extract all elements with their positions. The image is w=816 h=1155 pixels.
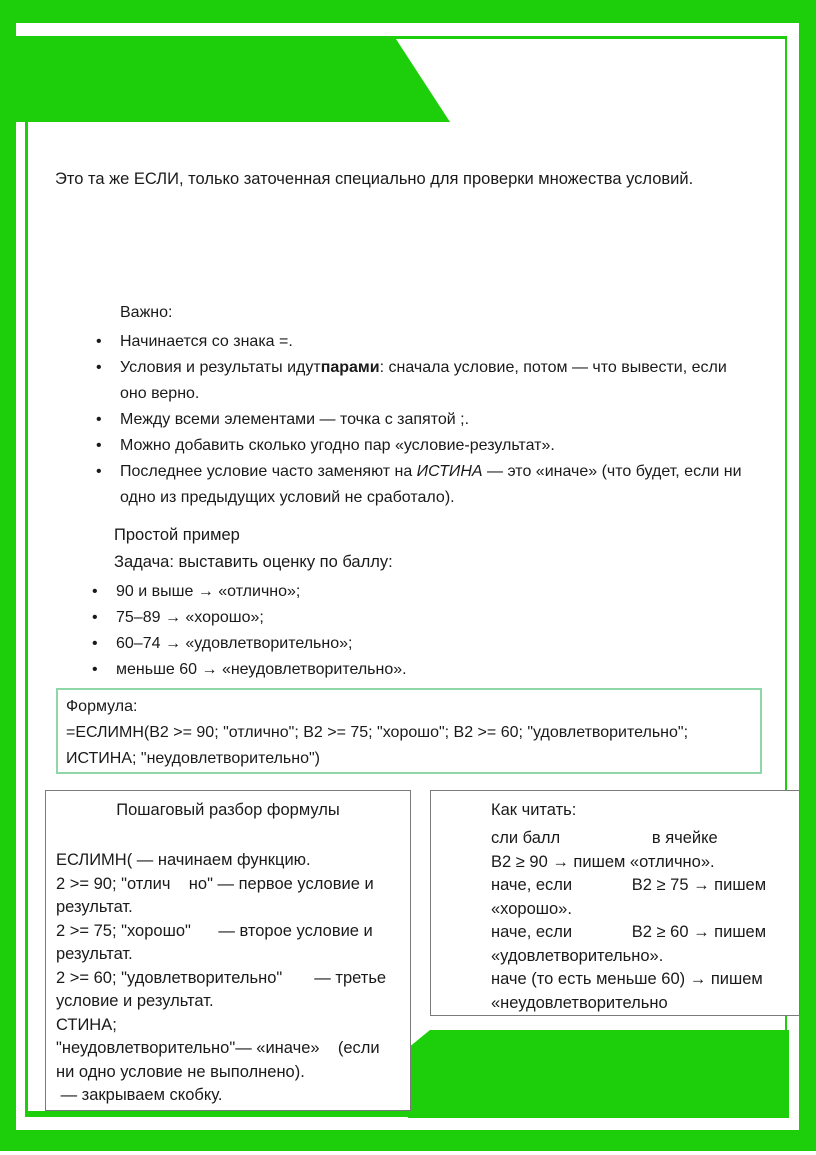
how-to-read-box	[430, 790, 800, 1016]
formula-label: Формула:	[66, 698, 138, 715]
example-heading: Простой пример	[114, 526, 240, 544]
list-item: • 75–89 → «хорошо»;	[88, 605, 407, 631]
bottom-green-banner	[408, 1030, 789, 1118]
task-line	[114, 553, 393, 572]
list-item: • Между всеми элементами — точка с запятой ;.	[92, 407, 742, 433]
read-line: «удовлетворительно».	[491, 946, 664, 965]
steps-line: ЕСЛИМН( — начинаем функцию.	[56, 851, 311, 869]
task-label: Задача:	[114, 553, 174, 571]
steps-line: — закрываем скобку.	[56, 1086, 223, 1104]
intro-text: Это та же ЕСЛИ, только заточенная специально для проверки множества условий.	[55, 170, 694, 188]
list-item: • 60–74 → «удовлетворительно»;	[88, 631, 407, 657]
formula-line-2: ИСТИНА; "неудовлетворительно")	[66, 750, 320, 767]
list-item: • 90 и выше → «отлично»;	[88, 579, 407, 605]
read-line: наче, если B2 ≥ 75 → пишем	[491, 876, 767, 894]
steps-line: СТИНА;	[56, 1015, 117, 1034]
read-line: наче (то есть меньше 60) → пишем	[491, 970, 763, 988]
read-line: сли балл в ячейке	[491, 829, 718, 847]
read-line: B2 ≥ 90 → пишем «отлично».	[491, 852, 715, 871]
formula-line-1: =ЕСЛИМН(B2 >= 90; "отлично"; B2 >= 75; "хорошо"; B2 >= 60; "удовлетворительно";	[66, 724, 689, 741]
emphasis-italic: ИСТИНА	[416, 463, 483, 480]
read-line: «хорошо».	[491, 899, 572, 918]
list-item: • Последнее условие часто заменяют на ИСТИНА — это «иначе» (что будет, если ни одно из предыдущих условий не сработало).	[92, 459, 742, 511]
list-item: • меньше 60 → «неудовлетворительно».	[88, 657, 407, 683]
steps-line: условие и результат.	[56, 992, 214, 1010]
step-by-step-box	[45, 790, 411, 1111]
top-green-banner	[16, 36, 450, 122]
formula-box	[56, 688, 762, 774]
steps-line: 2 >= 60; "удовлетворительно" — третье	[56, 968, 387, 987]
list-item: • Начинается со знака =.	[92, 329, 742, 355]
steps-heading: Пошаговый разбор формулы	[116, 801, 340, 819]
grade-list	[88, 579, 407, 683]
list-item: • Можно добавить сколько угодно пар «условие-результат».	[92, 433, 742, 459]
read-heading: Как читать:	[491, 801, 577, 819]
task-text: выставить оценку по баллу:	[173, 553, 393, 571]
steps-line: результат.	[56, 945, 133, 963]
steps-line: результат.	[56, 898, 133, 916]
list-item: • Условия и результаты идутпарами: сначала условие, потом — что вывести, если оно верно.	[92, 355, 742, 407]
read-line: «неудовлетворительно	[491, 993, 668, 1012]
steps-line: 2 >= 90; "отлич но" — первое условие и	[56, 874, 374, 893]
emphasis: парами	[320, 359, 380, 376]
steps-line: "неудовлетворительно"— «иначе» (если	[56, 1039, 380, 1057]
steps-line: ни одно условие не выполнено).	[56, 1062, 305, 1081]
important-list	[92, 329, 742, 511]
read-line: наче, если B2 ≥ 60 → пишем	[491, 923, 767, 941]
steps-line: 2 >= 75; "хорошо" — второе условие и	[56, 921, 373, 940]
important-heading: Важно:	[120, 304, 173, 321]
